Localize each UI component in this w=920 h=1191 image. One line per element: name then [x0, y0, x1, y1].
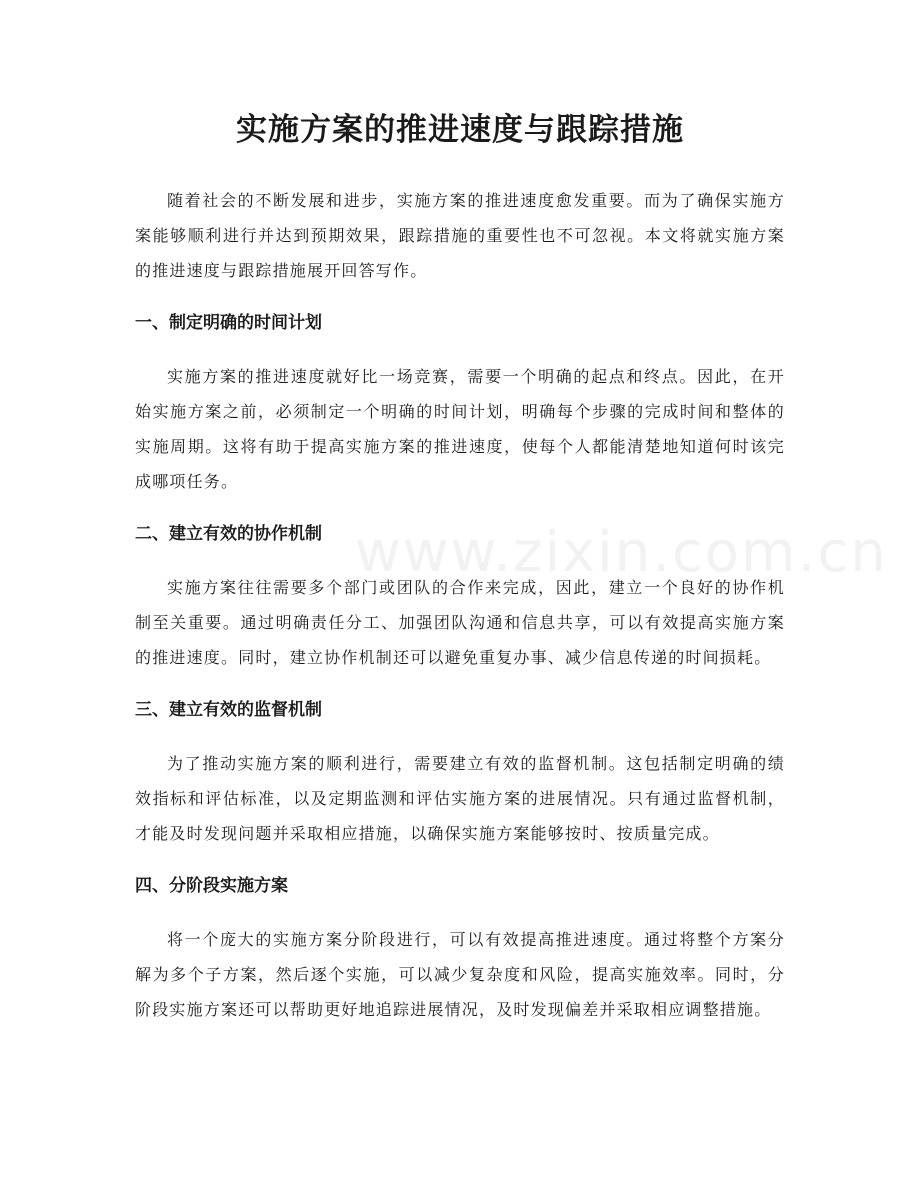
- section-heading: 四、分阶段实施方案: [135, 876, 288, 896]
- section-paragraph: 为了推动实施方案的顺利进行，需要建立有效的监督机制。这包括制定明确的绩效指标和评估标准，以及定期监测和评估实施方案的进展情况。只有通过监督机制，才能及时发现问题并采取相应措施，以确保实施方案能够按时、按质量完成。: [135, 754, 785, 843]
- section-heading: 三、建立有效的监督机制: [135, 700, 322, 720]
- section-heading: 二、建立有效的协作机制: [135, 524, 322, 544]
- document-body: [135, 183, 785, 1027]
- section-paragraph: 将一个庞大的实施方案分阶段进行，可以有效提高推进速度。通过将整个方案分解为多个子方案，然后逐个实施，可以减少复杂度和风险，提高实施效率。同时，分阶段实施方案还可以帮助更好地追踪进展情况，及时发现偏差并采取相应调整措施。: [135, 930, 785, 1019]
- page-title: 实施方案的推进速度与跟踪措施: [236, 112, 684, 148]
- section-heading: 一、制定明确的时间计划: [135, 313, 322, 333]
- watermark: www.zixin.com.cn: [355, 520, 888, 585]
- intro-paragraph: 随着社会的不断发展和进步，实施方案的推进速度愈发重要。而为了确保实施方案能够顺利进行并达到预期效果，跟踪措施的重要性也不可忽视。本文将就实施方案的推进速度与跟踪措施展开回答写作。: [135, 191, 785, 280]
- section-paragraph: 实施方案往往需要多个部门或团队的合作来完成，因此，建立一个良好的协作机制至关重要。通过明确责任分工、加强团队沟通和信息共享，可以有效提高实施方案的推进速度。同时，建立协作机制还可以避免重复办事、减少信息传递的时间损耗。: [135, 578, 785, 667]
- section-paragraph: 实施方案的推进速度就好比一场竞赛，需要一个明确的起点和终点。因此，在开始实施方案之前，必须制定一个明确的时间计划，明确每个步骤的完成时间和整体的实施周期。这将有助于提高实施方案的推进速度，使每个人都能清楚地知道何时该完成哪项任务。: [135, 367, 785, 491]
